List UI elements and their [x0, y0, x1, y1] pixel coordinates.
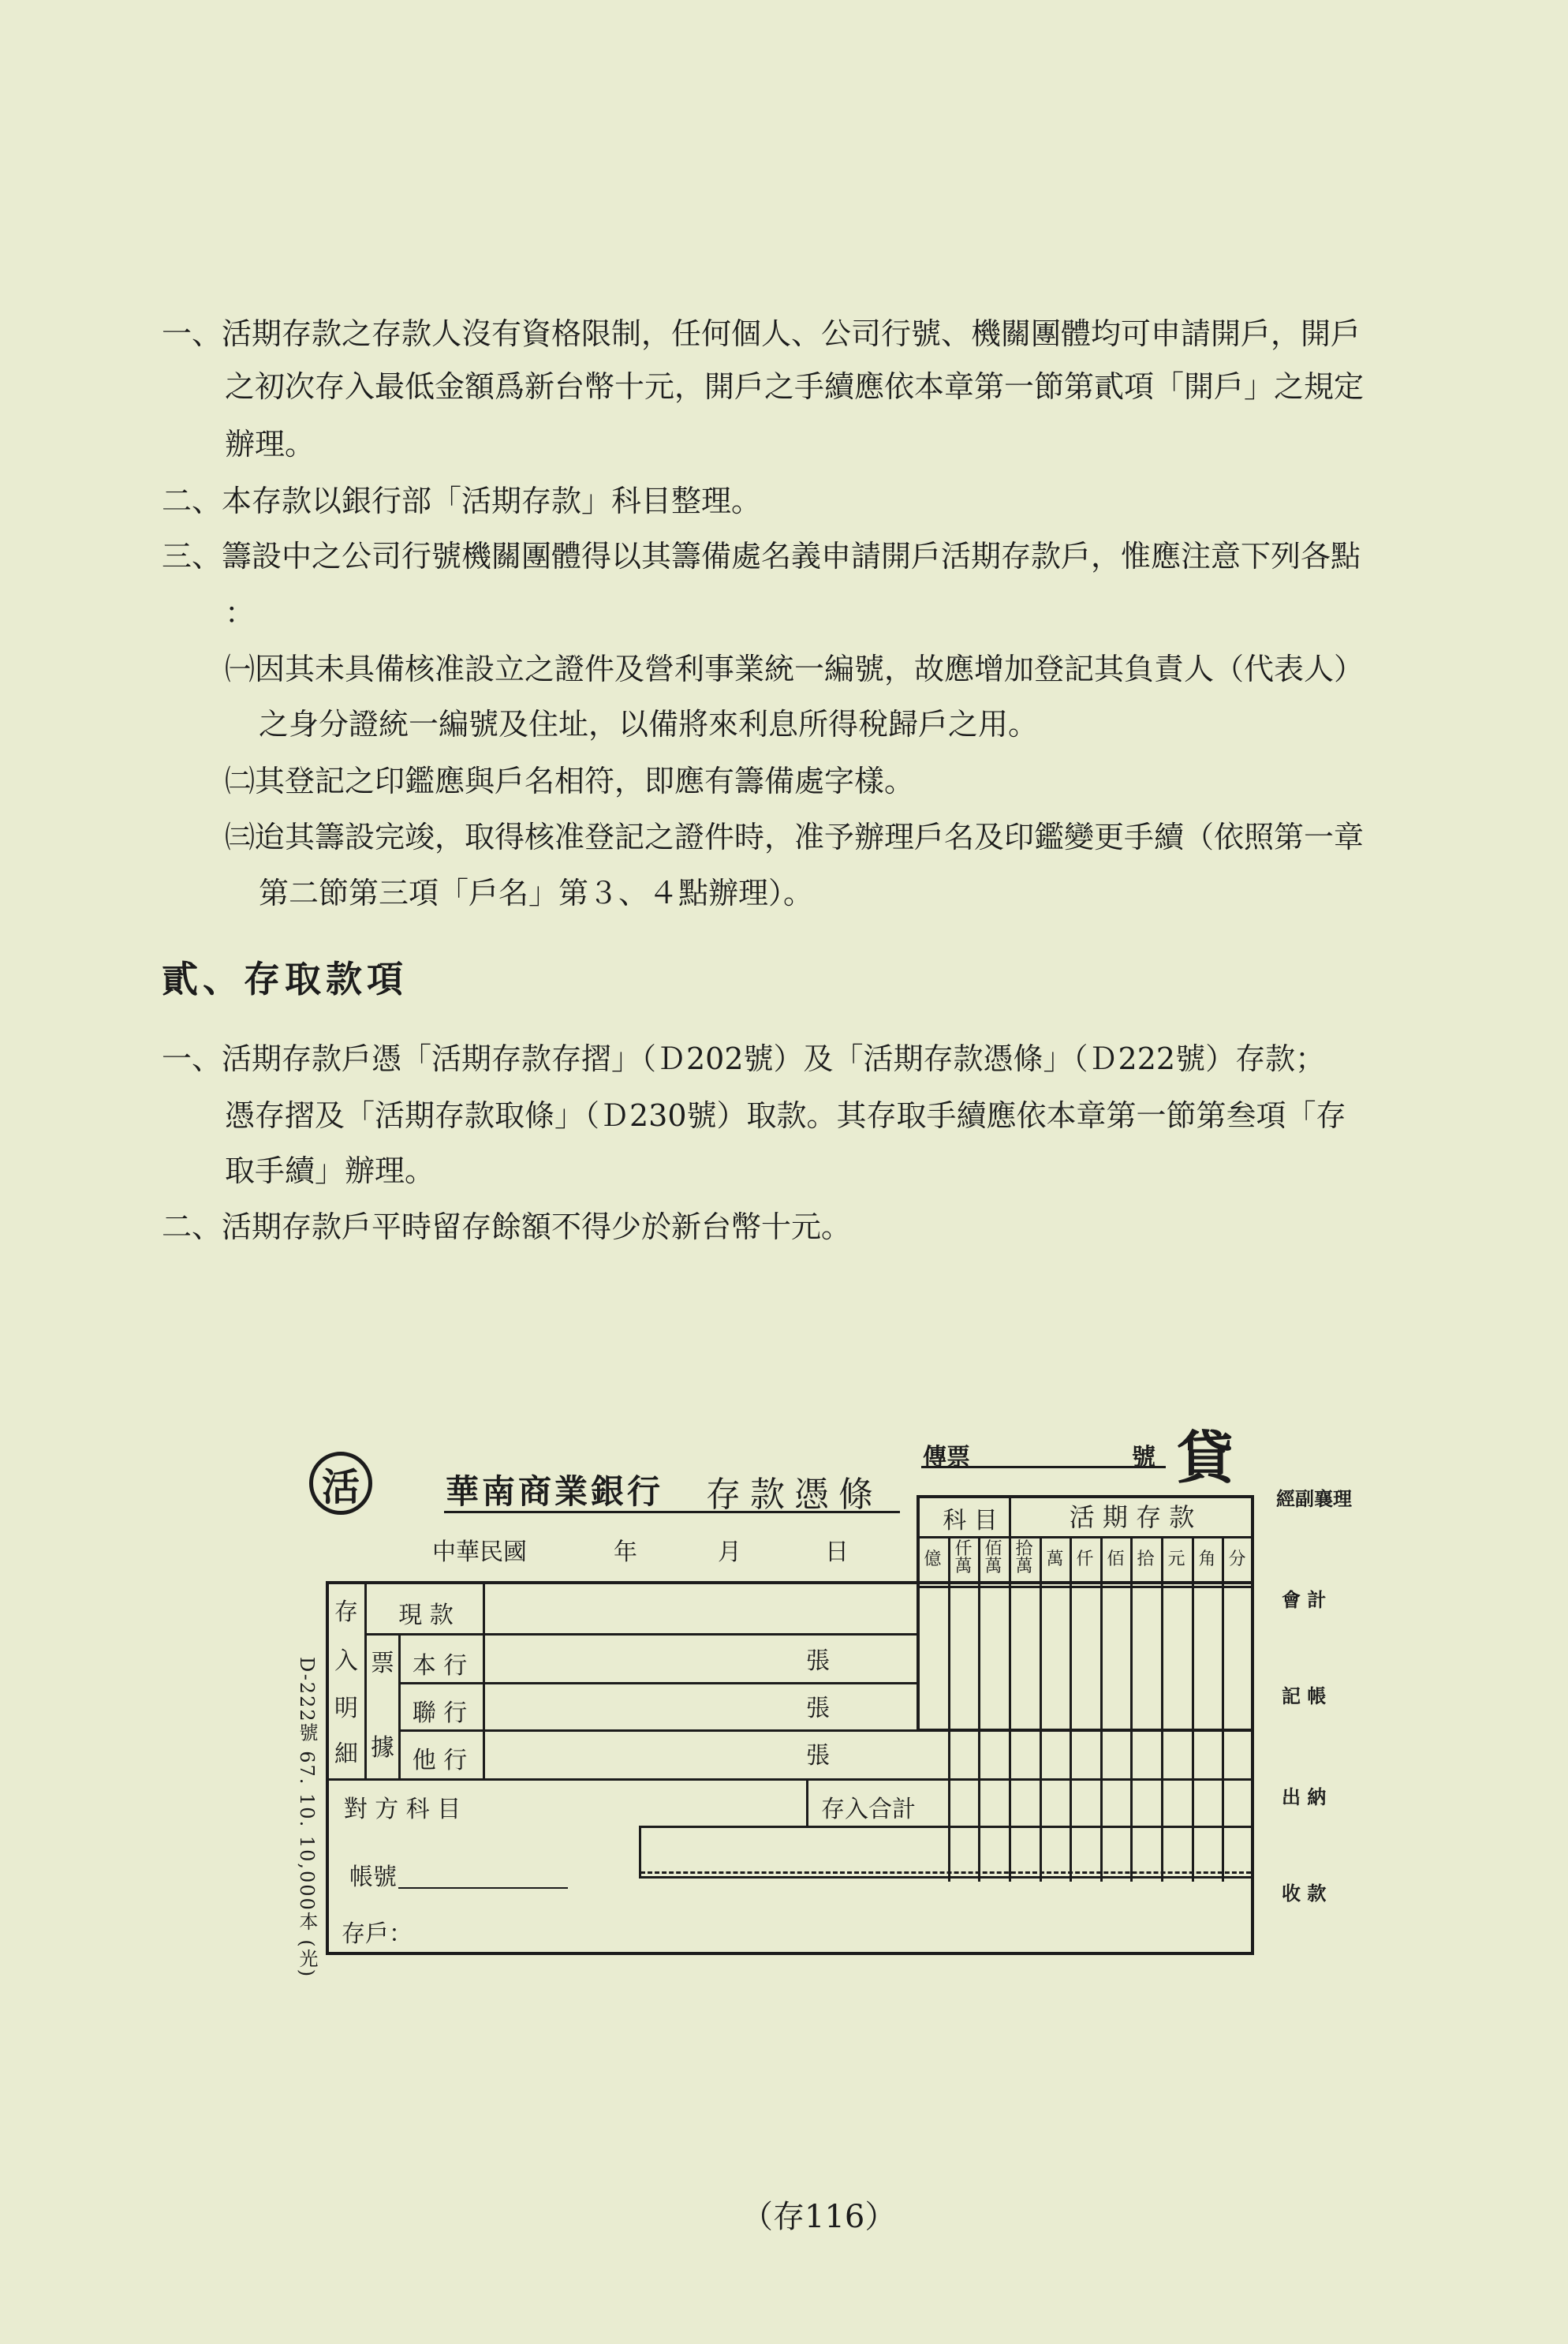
account-no-label: 帳號 — [349, 1864, 397, 1891]
row-affiliate-branch: 聯 行 — [412, 1699, 468, 1727]
voucher-no-label: 號 — [1132, 1444, 1155, 1471]
voucher-rule — [921, 1466, 1166, 1468]
unit-other: 張 — [806, 1742, 830, 1770]
section-heading: 貳、存取款項 — [162, 958, 408, 1000]
digit-header: 拾萬 — [1015, 1539, 1033, 1576]
depositor-label: 存戶： — [342, 1920, 413, 1948]
unit-affiliate: 張 — [806, 1695, 830, 1722]
paragraph-line: 一、活期存款之存款人沒有資格限制，任何個人、公司行號、機關團體均可申請開戶，開戶 — [162, 316, 1361, 351]
date-era: 中華民國 — [432, 1538, 527, 1566]
ledger-account-name: 活 期 存 款 — [1069, 1502, 1195, 1532]
digit-header: 仟萬 — [954, 1539, 973, 1576]
paragraph-line: ㈠因其未具備核准設立之證件及營利事業統一編號，故應增加登記其負責人（代表人） — [225, 652, 1365, 686]
paragraph-line: 二、本存款以銀行部「活期存款」科目整理。 — [162, 484, 762, 518]
signoff-manager: 經副襄理 — [1276, 1487, 1352, 1510]
paragraph-line: 一、活期存款戶憑「活期存款存摺」（Ｄ202號）及「活期存款憑條」（Ｄ222號）存款； — [162, 1041, 1326, 1076]
paragraph-line: 之初次存入最低金額爲新台幣十元，開戶之手續應依本章第一節第貳項「開戶」之規定 — [225, 369, 1365, 404]
credit-mark: 貸 — [1177, 1424, 1234, 1491]
digit-header: 億 — [924, 1550, 942, 1569]
paragraph-line: ： — [225, 596, 256, 630]
bill-label-2: 據 — [371, 1734, 394, 1762]
digit-header: 分 — [1228, 1550, 1246, 1569]
unit-own: 張 — [806, 1647, 830, 1675]
paragraph-line: 二、活期存款戶平時留存餘額不得少於新台幣十元。 — [162, 1209, 852, 1244]
bill-label-1: 票 — [371, 1650, 394, 1677]
voucher-label: 傳票 — [923, 1444, 970, 1471]
signoff-bookkeeping: 記 帳 — [1282, 1684, 1327, 1707]
digit-header: 佰 — [1107, 1550, 1125, 1569]
signoff-receiving: 收 款 — [1282, 1882, 1327, 1905]
digit-header: 萬 — [1046, 1550, 1064, 1569]
page-number: （存116） — [741, 2199, 897, 2235]
paragraph-line: ㈡其登記之印鑑應與戶名相符，即應有籌備處字樣。 — [225, 764, 915, 798]
date-day: 日 — [825, 1538, 849, 1566]
paragraph-line: 三、籌設中之公司行號機關團體得以其籌備處名義申請開戶活期存款戶，惟應注意下列各點 — [162, 539, 1361, 574]
paragraph-line: 之身分證統一編號及住址，以備將來利息所得稅歸戶之用。 — [259, 707, 1039, 742]
row-own-branch: 本 行 — [412, 1652, 468, 1680]
detail-label-3: 明 — [334, 1695, 358, 1722]
row-other-bank: 他 行 — [412, 1747, 468, 1774]
bank-name: 華南商業銀行 — [446, 1472, 664, 1511]
slip-title: 存款憑條 — [706, 1475, 883, 1515]
paragraph-line: ㈢迨其籌設完竣，取得核准登記之證件時，准予辦理戶名及印鑑變更手續（依照第一章 — [225, 820, 1365, 854]
cash-label: 現 款 — [398, 1602, 454, 1629]
counter-account-label: 對 方 科 目 — [343, 1796, 461, 1823]
form-serial: D-222號 67. 10. 10,000本 (光) — [296, 1657, 318, 1979]
digit-header: 角 — [1198, 1550, 1216, 1569]
paragraph-line: 辦理。 — [225, 427, 315, 462]
date-year: 年 — [614, 1538, 637, 1566]
digit-header: 拾 — [1137, 1550, 1155, 1569]
title-underline — [444, 1511, 900, 1513]
paragraph-line: 第二節第三項「戶名」第３、４點辦理）。 — [259, 876, 814, 910]
digit-header: 佰萬 — [984, 1539, 1002, 1576]
ledger-subject: 科 目 — [943, 1507, 998, 1535]
detail-label-4: 細 — [334, 1740, 358, 1768]
date-month: 月 — [718, 1538, 741, 1566]
paragraph-line: 憑存摺及「活期存款取條」（Ｄ230號）取款。其存取手續應依本章第一節第叁項「存 — [225, 1098, 1346, 1133]
detail-label-2: 入 — [334, 1647, 358, 1675]
total-label: 存入合計 — [821, 1796, 916, 1823]
signoff-cashier: 出 納 — [1282, 1785, 1327, 1808]
digit-header: 仟 — [1076, 1550, 1094, 1569]
paragraph-line: 取手續」辦理。 — [225, 1153, 435, 1188]
signoff-accounting: 會 計 — [1282, 1588, 1327, 1611]
digit-header: 元 — [1167, 1550, 1185, 1569]
detail-label-1: 存 — [334, 1598, 358, 1626]
seal-icon: 活 — [309, 1452, 372, 1515]
